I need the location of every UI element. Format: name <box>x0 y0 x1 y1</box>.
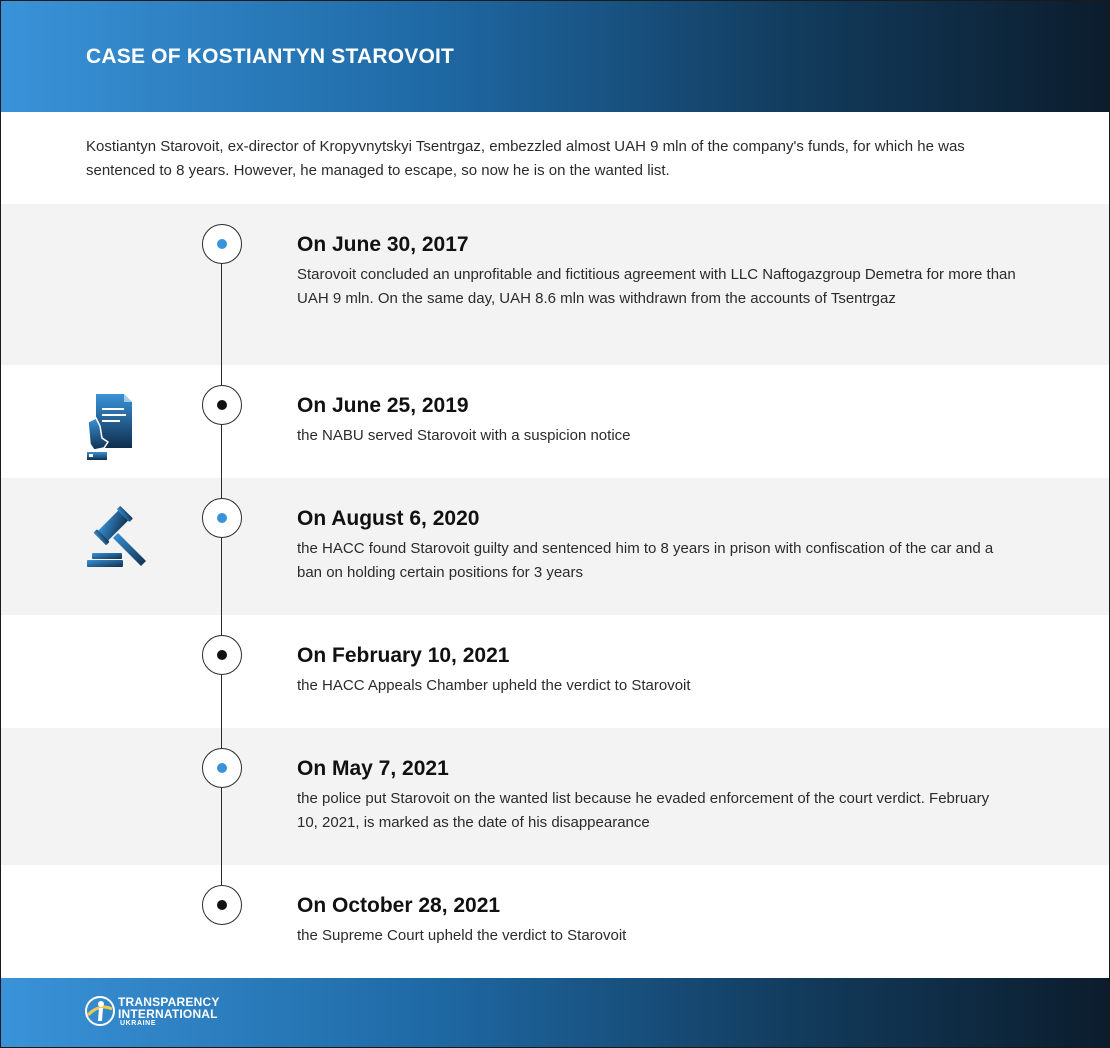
event-description: the HACC Appeals Chamber upheld the verdict to Starovoit <box>297 677 691 694</box>
event-description: the police put Starovoit on the wanted list because he evaded enforcement of the court verdict. February 10, 2021, is marked as the date of his disappearance <box>297 790 990 831</box>
timeline-row <box>1 865 1110 978</box>
event-description: Starovoit concluded an unprofitable and fictitious agreement with LLC Naftogazgroup Demetra for more than UAH 9 mln. On the same day, UAH 8.6 mln was withdrawn from the accounts of Tsentrgaz <box>297 266 1016 307</box>
event-date: On February 10, 2021 <box>297 644 510 667</box>
event-date: On May 7, 2021 <box>297 757 449 780</box>
event-date: On October 28, 2021 <box>297 894 501 917</box>
logo-line: UKRAINE <box>120 1020 157 1027</box>
timeline-marker <box>202 885 242 925</box>
document-hand-icon <box>86 392 134 467</box>
logo-wordmark <box>118 996 220 1028</box>
timeline-marker <box>202 385 242 425</box>
intro-paragraph: Kostiantyn Starovoit, ex-director of Kropyvnytskyi Tsentrgaz, embezzled almost UAH 9 mln of the company's funds, for which he was sentenced to 8 years. However, he managed to escape, so now he is on the wanted list. <box>86 138 965 179</box>
event-date: On August 6, 2020 <box>297 507 480 530</box>
transparency-international-logo-icon <box>84 995 116 1032</box>
timeline-row <box>1 615 1110 728</box>
page-title: CASE OF KOSTIANTYN STAROVOIT <box>86 45 455 68</box>
timeline-marker <box>202 224 242 264</box>
timeline-row <box>1 365 1110 478</box>
timeline-marker <box>202 748 242 788</box>
logo-line: INTERNATIONAL <box>118 1007 218 1021</box>
timeline-marker <box>202 498 242 538</box>
event-description: the Supreme Court upheld the verdict to Starovoit <box>297 927 627 944</box>
event-date: On June 25, 2019 <box>297 394 469 417</box>
gavel-icon <box>86 505 150 574</box>
timeline-marker <box>202 635 242 675</box>
logo-line: TRANSPARENCY <box>118 995 220 1009</box>
event-date: On June 30, 2017 <box>297 233 469 256</box>
event-description: the NABU served Starovoit with a suspicion notice <box>297 427 631 444</box>
event-description: the HACC found Starovoit guilty and sentenced him to 8 years in prison with confiscation of the car and a ban on holding certain positions for 3 years <box>297 540 994 581</box>
timeline-line <box>221 244 222 905</box>
header-banner <box>1 1 1110 112</box>
